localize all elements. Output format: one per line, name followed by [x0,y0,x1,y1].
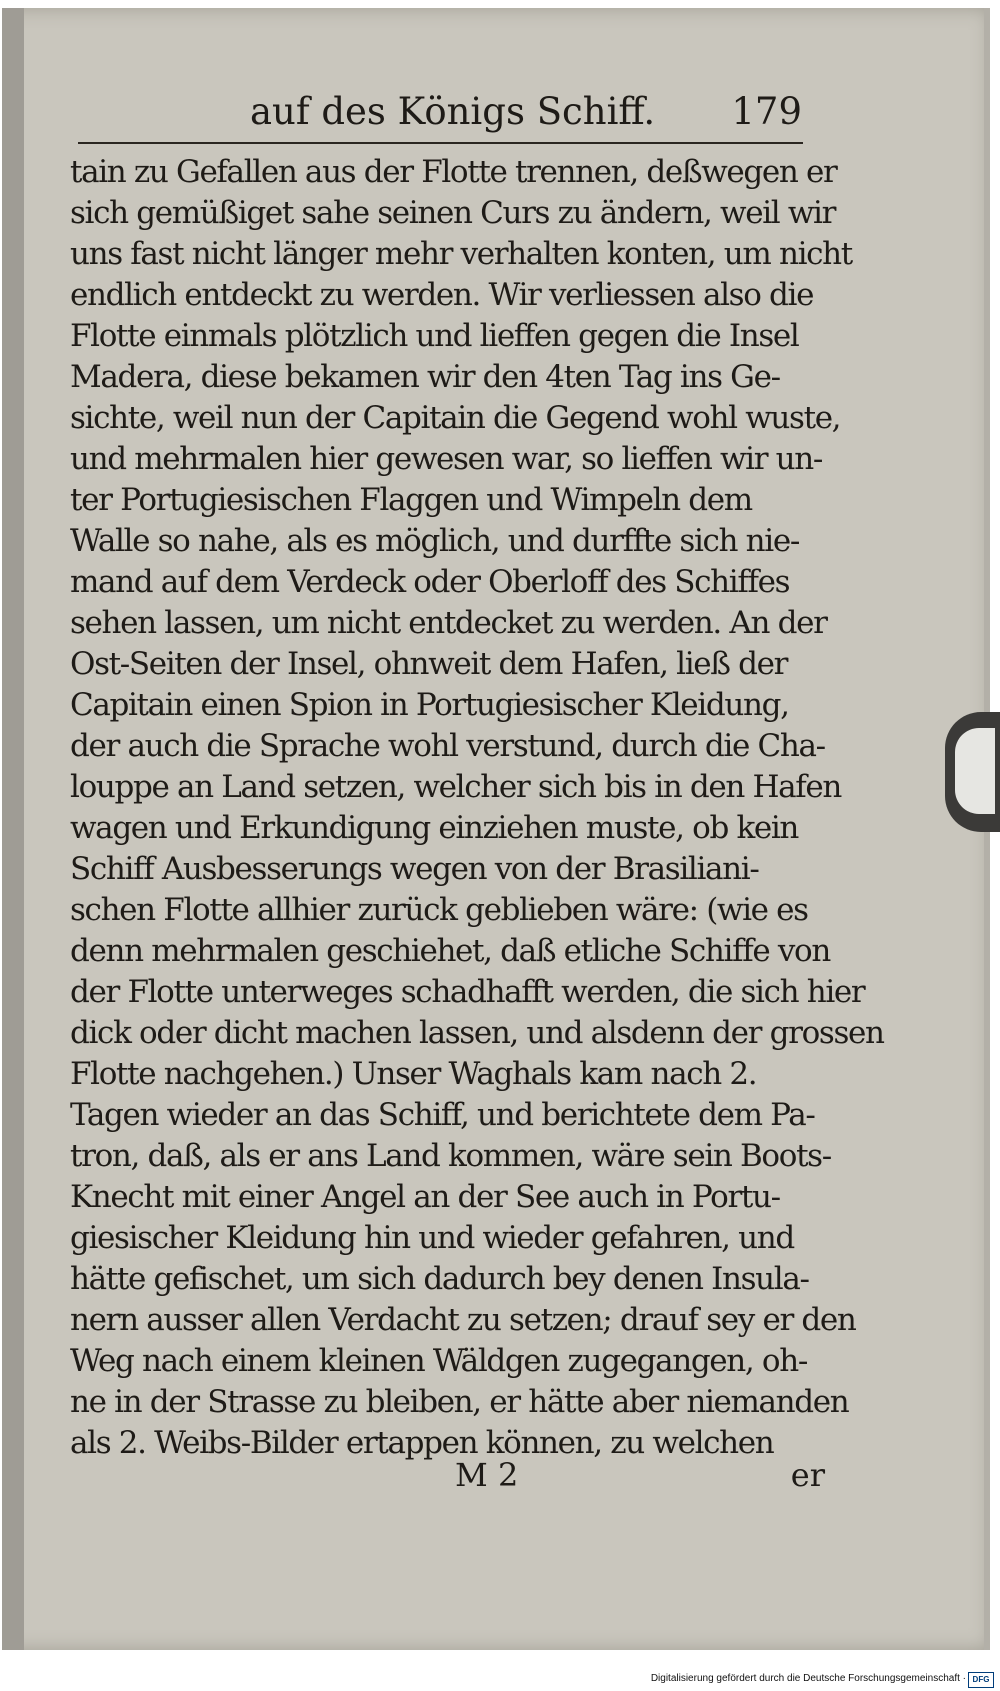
text-line: Ost-Seiten der Insel, ohnweit dem Hafen, ließ der [70,646,788,682]
running-head: auf des Königs Schiff. [250,90,656,133]
text-line: louppe an Land setzen, welcher sich bis in den Hafen [70,769,842,805]
text-line: Schiff Ausbesserungs wegen von der Brasiliani- [70,851,759,887]
text-line: tron, daß, als er ans Land kommen, wäre sein Boots- [70,1138,831,1174]
text-line: und mehrmalen hier gewesen war, so lieffen wir un- [70,441,823,477]
text-line: dick oder dicht machen lassen, und alsdenn der grossen [70,1015,884,1051]
page-footer [455,1452,825,1498]
text-line: Madera, diese bekamen wir den 4ten Tag ins Ge- [70,359,780,395]
text-line: nern ausser allen Verdacht zu setzen; drauf sey er den [70,1302,856,1338]
text-line: endlich entdeckt zu werden. Wir verliessen also die [70,277,814,313]
page-gutter [2,8,24,1650]
signature-mark: M 2 [455,1456,519,1494]
text-line: sichte, weil nun der Capitain die Gegend wohl wuste, [70,400,841,436]
text-line: denn mehrmalen geschiehet, daß etliche Schiffe von [70,933,830,969]
text-line: uns fast nicht länger mehr verhalten konten, um nicht [70,236,852,272]
text-line: hätte gefischet, um sich dadurch bey denen Insula- [70,1261,809,1297]
header-rule [78,142,803,144]
text-line: Knecht mit einer Angel an der See auch in Portu- [70,1179,780,1215]
page-clip-highlight [955,728,995,814]
text-line: Flotte nachgehen.) Unser Waghals kam nach 2. [70,1056,757,1092]
dfg-logo-icon: DFG [968,1672,994,1688]
text-line: Flotte einmals plötzlich und lieffen gegen die Insel [70,318,799,354]
text-line: Walle so nahe, als es möglich, und durffte sich nie- [70,523,799,559]
text-line: der Flotte unterweges schadhafft werden, die sich hier [70,974,865,1010]
text-line: ter Portugiesischen Flaggen und Wimpeln dem [70,482,752,518]
text-line: giesischer Kleidung hin und wieder gefahren, und [70,1220,794,1256]
text-line: sich gemüßiget sahe seinen Curs zu ändern, weil wir [70,195,836,231]
text-line: der auch die Sprache wohl verstund, durch die Cha- [70,728,825,764]
text-line: Weg nach einem kleinen Wäldgen zugegangen, oh- [70,1343,807,1379]
text-line: Tagen wieder an das Schiff, und berichtete dem Pa- [70,1097,815,1133]
body-text [70,152,884,1464]
text-line: schen Flotte allhier zurück geblieben wäre: (wie es [70,892,808,928]
page-number: 179 [731,90,802,133]
text-line: tain zu Gefallen aus der Flotte trennen, deßwegen er [70,154,837,190]
text-line: sehen lassen, um nicht entdecket zu werden. An der [70,605,827,641]
text-line: ne in der Strasse zu bleiben, er hätte aber niemanden [70,1384,849,1420]
digitization-credit: Digitalisierung gefördert durch die Deutsche Forschungsgemeinschaft · [650,1673,966,1684]
text-line: mand auf dem Verdeck oder Oberloff des Schiffes [70,564,790,600]
text-line: Capitain einen Spion in Portugiesischer Kleidung, [70,687,789,723]
text-line: wagen und Erkundigung einziehen muste, ob kein [70,810,799,846]
page-header [75,88,802,136]
text-line: als 2. Weibs-Bilder ertappen können, zu welchen [70,1425,774,1461]
catchword: er [790,1456,825,1494]
